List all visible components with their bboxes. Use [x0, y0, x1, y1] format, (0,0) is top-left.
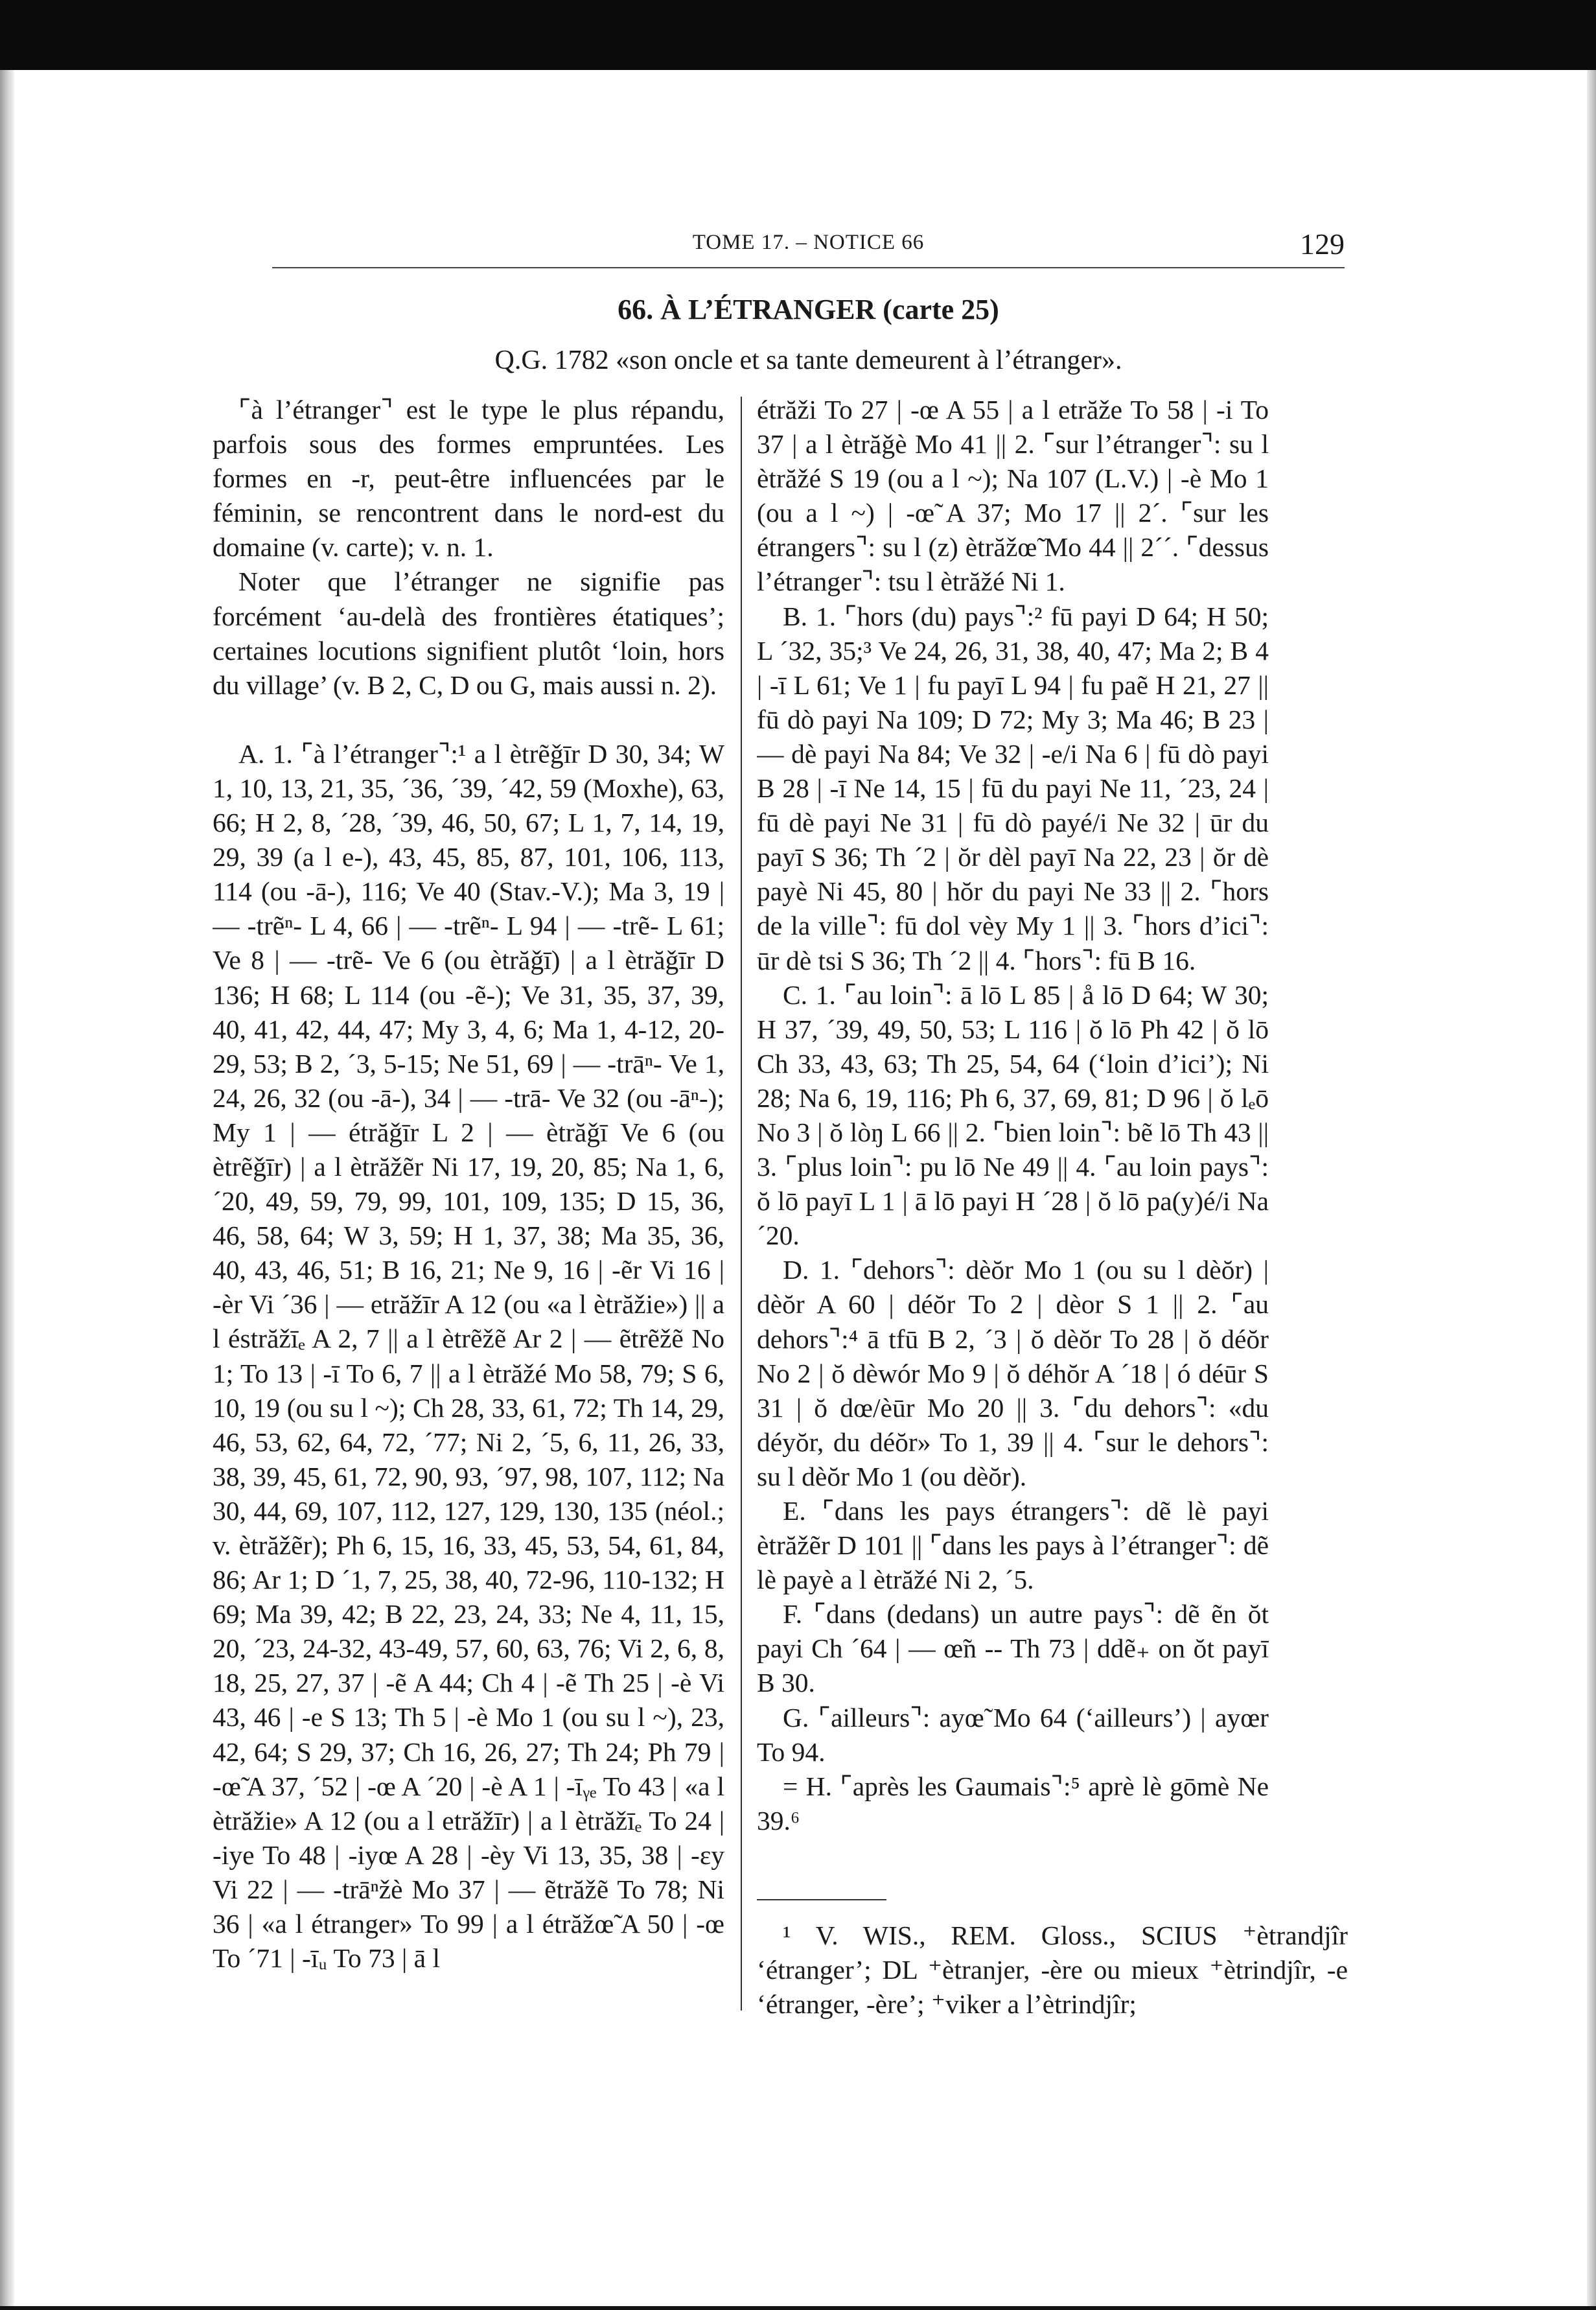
right-column — [757, 393, 1269, 2039]
intro-paragraph-1: ⌜à l’étranger⌝ est le type le plus répandu, parfois sous des formes empruntées. Les formes en -r, peut-être influencées par le féminin, se rencontrent dans le nord-est du domaine (v. carte); v. n. 1. — [213, 395, 724, 563]
section-c: C. 1. ⌜au loin⌝: ā lō L 85 | å lō D 64; W 30; H 37, ´39, 49, 50, 53; L 116 | ŏ lō Ph 42 | ŏ lō Ch 33, 43, 63; Th 25, 54, 64 (‘loin d’ici’); Ni 28; Na 6, 19, 116; Ph 6, 37, 69, 81; D 96 | ŏ lₑō No 3 | ŏ lòŋ L 66 || 2. ⌜bien loin⌝: bẽ lō Th 43 || 3. ⌜plus loin⌝: pu lō Ne 49 || 4. ⌜au loin pays⌝: ŏ lō payī L 1 | ā lō payi H ´28 | ŏ lō pa(y)é/i Na ´20. — [757, 979, 1269, 1251]
scan-bottom-band — [0, 2306, 1596, 2310]
column-divider — [741, 397, 742, 2011]
footnote-rule — [757, 1899, 886, 1900]
section-b: B. 1. ⌜hors (du) pays⌝:² fū payi D 64; H 50; L ´32, 35;³ Ve 24, 26, 31, 38, 40, 47; Ma 2; B 4 | -ī L 61; Ve 1 | fu payī L 94 | fu paẽ H 21, 27 || fū dò payi Na 109; D 72; My 3; Ma 46; B 23 | — dè payi Na 84; Ve 32 | -e/i Na 6 | fū dò payi B 28 | -ī Ne 14, 15 | fū du payi Ne 11, ´23, 24 | fū dè payi Ne 31 | fū dò payé/i Ne 32 | ūr du payī S 36; Th ´2 | ŏr dèl payī Na 22, 23 | ŏr dè payè Ni 45, 80 | hŏr du payi Ne 33 || 2. ⌜hors de la ville⌝: fū dol vèy My 1 || 3. ⌜hors d’ici⌝: ūr dè tsi S 36; Th ´2 || 4. ⌜hors⌝: fū B 16. — [757, 601, 1269, 975]
section-e: E. ⌜dans les pays étrangers⌝: dẽ lè payi ètrăžẽr D 101 || ⌜dans les pays à l’étranger⌝: dẽ lè payè a l ètrăžé Ni 2, ´5. — [757, 1496, 1269, 1595]
section-a: A. 1. ⌜à l’étranger⌝:¹ a l ètrẽǧīr D 30, 34; W 1, 10, 13, 21, 35, ´36, ´39, ´42, 59 (Moxhe), 63, 66; H 2, 8, ´28, ´39, 46, 50, 67; L 1, 7, 14, 19, 29, 39 (a l e-), 43, 45, 85, 87, 101, 106, 113, 114 (ou -ā-), 116; Ve 40 (Stav.-V.); Ma 3, 19 | — -trẽⁿ- L 4, 66 | — -trẽⁿ- L 94 | — -trẽ- L 61; Ve 8 | — -trẽ- Ve 6 (ou ètrăǧī) | a l ètrăǧīr D 136; H 68; L 114 (ou -ẽ-); Ve 31, 35, 37, 39, 40, 41, 42, 44, 47; My 3, 4, 6; Ma 1, 4-12, 20-29, 53; B 2, ´3, 5-15; Ne 51, 69 | — -trāⁿ- Ve 1, 24, 26, 32 (ou -ā-), 34 | — -trā- Ve 32 (ou -āⁿ-); My 1 | — étrăǧīr L 2 | — ètrăǧī Ve 6 (ou ètrẽǧīr) | a l ètrăžẽr Ni 17, 19, 20, 85; Na 1, 6, ´20, 49, 59, 79, 99, 101, 109, 135; D 15, 36, 46, 58, 64; W 3, 59; H 1, 37, 38; Ma 35, 36, 40, 43, 46, 51; B 16, 21; Ne 9, 16 | -ẽr Vi 16 | -èr Vi ´36 | — etrăžīr A 12 (ou «a l ètrăžie») || a l éstrăžīₑ A 2, 7 || a l ètrẽžẽ Ar 2 | — ẽtrẽžẽ No 1; To 13 | -ī To 6, 7 || a l ètrăžé Mo 58, 79; S 6, 10, 19 (ou su l ~); Ch 28, 33, 61, 72; Th 14, 29, 46, 53, 62, 64, 72, ´77; Ni 2, ´5, 6, 11, 26, 33, 38, 39, 45, 61, 72, 90, 93, ´97, 98, 107, 112; Na 30, 44, 69, 107, 112, 127, 129, 130, 135 (néol.; v. ètrăžẽr); Ph 6, 15, 16, 33, 45, 53, 54, 61, 84, 86; Ar 1; D ´1, 7, 25, 38, 40, 72-96, 110-132; H 69; Ma 39, 42; B 22, 23, 24, 33; Ne 4, 11, 15, 20, ´23, 24-32, 43-49, 57, 60, 63, 76; Vi 2, 6, 8, 18, 25, 27, 37 | -ẽ A 44; Ch 4 | -ẽ Th 25 | -è Vi 43, 46 | -e S 13; Th 5 | -è Mo 1 (ou su l ~), 23, 42, 64; S 29, 37; Ch 16, 26, 27; Th 24; Ph 79 | -œ̃ A 37, ´52 | -œ A ´20 | -è A 1 | -īᵧₑ To 43 | «a l ètrăžie» A 12 (ou a l etrăžīr) | a l ètrăžīₑ To 24 | -iye To 48 | -iyœ A 28 | -èy Vi 13, 35, 38 | -ɛy Vi 22 | — -trāⁿžè Mo 37 | — ẽtrăžẽ To 78; Ni 36 | «a l étranger» To 99 | a l étrăžœ̃ A 50 | -œ To ´71 | -īᵤ To 73 | ā l — [213, 738, 724, 1974]
section-d: D. 1. ⌜dehors⌝: dèŏr Mo 1 (ou su l dèŏr) | dèŏr A 60 | déŏr To 2 | dèor S 1 || 2. ⌜au dehors⌝:⁴ ā tfū B 2, ´3 | ŏ dèŏr To 28 | ŏ déŏr No 2 | ŏ dèwór Mo 9 | ŏ déhŏr A ´18 | ó déūr S 31 | ŏ dœ/èūr Mo 20 || 3. ⌜du dehors⌝: «du déyŏr, du déŏr» To 1, 39 || 4. ⌜sur le dehors⌝: su l dèŏr Mo 1 (ou dèŏr). — [757, 1255, 1269, 1491]
left-column — [213, 393, 724, 2039]
notice-title: 66. À L’ÉTRANGER (carte 25) — [618, 294, 999, 325]
section-g: G. ⌜ailleurs⌝: ayœ̃ Mo 64 (‘ailleurs’) | ayœr To 94. — [757, 1702, 1269, 1767]
section-a-continued: étrăži To 27 | -œ A 55 | a l etrăže To 58 | -i To 37 | a l ètrăǧè Mo 41 || 2. ⌜sur l’étranger⌝: su l ètrăžé S 19 (ou a l ~); Na 107 (L.V.) | -è Mo 1 (ou a l ~) | -œ̃ A 37; Mo 17 || 2´. ⌜sur les étrangers⌝: su l (z) ètrăžœ̃ Mo 44 || 2´´. ⌜dessus l’étranger⌝: tsu l ètrăžé Ni 1. — [757, 395, 1269, 597]
footnote-1: ¹ V. WIS., REM. Gloss., SCIUS ⁺ètrandjîr ‘étranger’; DL ⁺ètranjer, -ère ou mieux ⁺ètrindjîr, -e ‘étranger, -ère’; ⁺viker a l’ètrindjîr; — [757, 1920, 1348, 2020]
running-title: TOME 17. – NOTICE 66 — [692, 231, 925, 254]
scan-right-edge — [1587, 70, 1596, 2310]
header-rule — [272, 267, 1345, 268]
section-f: F. ⌜dans (dedans) un autre pays⌝: dẽ ẽn ŏt payi Ch ´64 | — œ̃n -- Th 73 | ddẽ₊ on ŏt payī B 30. — [757, 1599, 1269, 1698]
running-head — [272, 227, 1345, 264]
page-number: 129 — [1300, 228, 1345, 261]
scan-top-band — [0, 0, 1596, 70]
intro-paragraph-2: Noter que l’étranger ne signifie pas forcément ‘au-delà des frontières étatiques’; certaines locutions signifient plutôt ‘loin, hors du village’ (v. B 2, C, D ou G, mais aussi n. 2). — [213, 566, 724, 700]
section-h: = H. ⌜après les Gaumais⌝:⁵ aprè lè gōmè Ne 39.⁶ — [757, 1771, 1269, 1836]
notice-question: Q.G. 1782 «son oncle et sa tante demeurent à l’étranger». — [494, 345, 1122, 375]
scan-left-edge — [0, 70, 14, 2310]
